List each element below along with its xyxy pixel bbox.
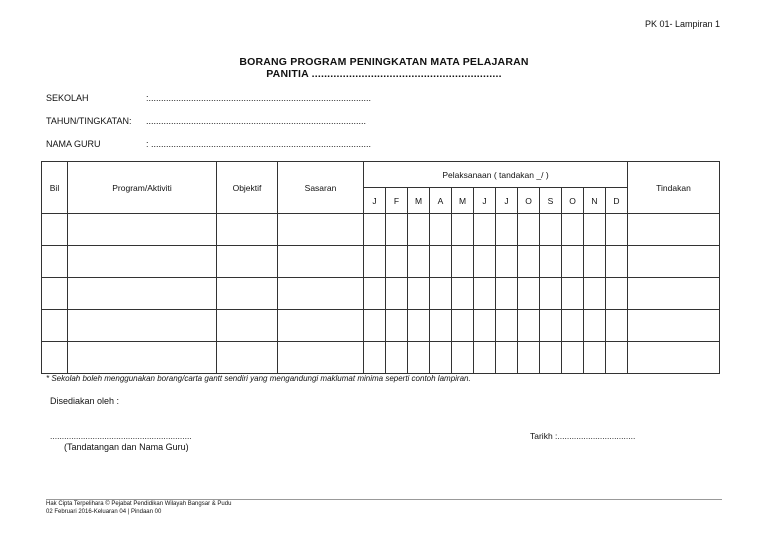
table-cell[interactable] <box>386 214 408 246</box>
table-cell[interactable] <box>606 214 628 246</box>
table-cell[interactable] <box>518 246 540 278</box>
table-cell[interactable] <box>518 278 540 310</box>
table-cell[interactable] <box>386 342 408 374</box>
table-cell[interactable] <box>42 246 68 278</box>
month-header: M <box>408 188 430 214</box>
table-cell[interactable] <box>540 278 562 310</box>
month-header: F <box>386 188 408 214</box>
table-cell[interactable] <box>386 278 408 310</box>
program-table <box>41 161 720 374</box>
table-cell[interactable] <box>584 342 606 374</box>
table-cell[interactable] <box>496 278 518 310</box>
table-cell[interactable] <box>562 310 584 342</box>
form-reference: PK 01- Lampiran 1 <box>644 19 720 29</box>
table-cell[interactable] <box>452 342 474 374</box>
footer-divider <box>46 499 722 500</box>
table-cell[interactable] <box>68 278 217 310</box>
table-row <box>42 342 720 374</box>
table-cell[interactable] <box>217 310 278 342</box>
table-cell[interactable] <box>364 342 386 374</box>
table-cell[interactable] <box>364 310 386 342</box>
footer-version: 02 Februari 2016-Keluaran 04 | Pindaan 00 <box>46 509 162 515</box>
table-cell[interactable] <box>42 342 68 374</box>
footer-copyright: Hak Cipta Terpelihara © Pejabat Pendidikan Wilayah Bangsar & Pudu <box>46 501 232 507</box>
month-header: M <box>452 188 474 214</box>
table-cell[interactable] <box>217 278 278 310</box>
table-cell[interactable] <box>474 310 496 342</box>
header-program: Program/Aktiviti <box>68 162 217 214</box>
table-cell[interactable] <box>474 278 496 310</box>
table-cell[interactable] <box>364 278 386 310</box>
table-cell[interactable] <box>217 342 278 374</box>
date-field[interactable]: Tarikh :................................. <box>530 431 636 441</box>
table-row <box>42 214 720 246</box>
field-tahun-tingkatan[interactable] <box>46 116 366 126</box>
table-cell[interactable] <box>496 214 518 246</box>
table-cell[interactable] <box>68 342 217 374</box>
table-cell[interactable] <box>408 246 430 278</box>
table-cell[interactable] <box>452 214 474 246</box>
table-cell[interactable] <box>278 278 364 310</box>
table-cell[interactable] <box>518 214 540 246</box>
table-cell[interactable] <box>430 214 452 246</box>
table-cell[interactable] <box>584 278 606 310</box>
month-header: N <box>584 188 606 214</box>
table-cell[interactable] <box>584 214 606 246</box>
month-header: J <box>474 188 496 214</box>
table-cell[interactable] <box>474 342 496 374</box>
month-header: J <box>496 188 518 214</box>
table-cell[interactable] <box>562 214 584 246</box>
form-title: BORANG PROGRAM PENINGKATAN MATA PELAJARAN <box>239 56 529 68</box>
table-cell[interactable] <box>540 246 562 278</box>
table-cell[interactable] <box>518 310 540 342</box>
table-cell[interactable] <box>452 278 474 310</box>
field-label: TAHUN/TINGKATAN: <box>46 116 132 126</box>
table-cell[interactable] <box>430 310 452 342</box>
table-cell[interactable] <box>606 246 628 278</box>
table-cell[interactable] <box>278 246 364 278</box>
header-objektif: Objektif <box>217 162 278 214</box>
table-cell[interactable] <box>518 342 540 374</box>
field-value: : ........................................................................................ <box>146 139 372 149</box>
month-header: O <box>562 188 584 214</box>
table-cell[interactable] <box>278 214 364 246</box>
table-cell[interactable] <box>42 214 68 246</box>
table-cell[interactable] <box>606 342 628 374</box>
prepared-by-label: Disediakan oleh : <box>50 396 120 406</box>
table-row <box>42 278 720 310</box>
header-bil: Bil <box>42 162 68 214</box>
field-value: ........................................................................................ <box>146 116 367 126</box>
form-subtitle-panitia: PANITIA ............................................................. <box>266 68 502 80</box>
table-cell[interactable] <box>562 246 584 278</box>
table-cell[interactable] <box>68 214 217 246</box>
footnote: * Sekolah boleh menggunakan borang/carta gantt sendiri yang mengandungi maklumat minima seperti contoh lampiran. <box>46 374 471 383</box>
field-label: SEKOLAH <box>46 93 89 103</box>
month-header: O <box>518 188 540 214</box>
table-cell[interactable] <box>540 214 562 246</box>
table-cell[interactable] <box>452 246 474 278</box>
table-cell[interactable] <box>474 246 496 278</box>
signature-line[interactable]: ............................................................ <box>50 431 192 441</box>
table-cell[interactable] <box>562 342 584 374</box>
field-sekolah[interactable] <box>46 93 371 103</box>
table-cell[interactable] <box>42 278 68 310</box>
table-cell[interactable] <box>408 342 430 374</box>
table-cell[interactable] <box>628 278 720 310</box>
table-cell[interactable] <box>430 278 452 310</box>
table-cell[interactable] <box>540 310 562 342</box>
table-cell[interactable] <box>217 214 278 246</box>
table-cell[interactable] <box>364 246 386 278</box>
table-cell[interactable] <box>430 246 452 278</box>
table-cell[interactable] <box>68 246 217 278</box>
table-cell[interactable] <box>584 246 606 278</box>
table-cell[interactable] <box>408 310 430 342</box>
table-cell[interactable] <box>606 278 628 310</box>
table-cell[interactable] <box>628 342 720 374</box>
table-cell[interactable] <box>278 342 364 374</box>
header-tindakan: Tindakan <box>628 162 720 214</box>
table-cell[interactable] <box>496 310 518 342</box>
table-cell[interactable] <box>278 310 364 342</box>
table-cell[interactable] <box>452 310 474 342</box>
field-nama-guru[interactable] <box>46 139 371 149</box>
table-cell[interactable] <box>386 310 408 342</box>
table-cell[interactable] <box>584 310 606 342</box>
table-cell[interactable] <box>562 278 584 310</box>
table-cell[interactable] <box>628 214 720 246</box>
table-cell[interactable] <box>430 342 452 374</box>
header-pelaksanaan: Pelaksanaan ( tandakan _/ ) <box>364 162 628 188</box>
table-cell[interactable] <box>496 342 518 374</box>
month-header: J <box>364 188 386 214</box>
table-cell[interactable] <box>68 310 217 342</box>
table-row <box>42 246 720 278</box>
table-cell[interactable] <box>364 214 386 246</box>
table-cell[interactable] <box>540 342 562 374</box>
table-cell[interactable] <box>42 310 68 342</box>
table-cell[interactable] <box>386 246 408 278</box>
table-cell[interactable] <box>217 246 278 278</box>
month-header: D <box>606 188 628 214</box>
month-header: A <box>430 188 452 214</box>
field-label: NAMA GURU <box>46 139 101 149</box>
month-header: S <box>540 188 562 214</box>
table-cell[interactable] <box>496 246 518 278</box>
table-cell[interactable] <box>474 214 496 246</box>
table-cell[interactable] <box>628 246 720 278</box>
table-cell[interactable] <box>408 278 430 310</box>
table-cell[interactable] <box>408 214 430 246</box>
signature-caption: (Tandatangan dan Nama Guru) <box>64 442 189 452</box>
table-row <box>42 310 720 342</box>
table-cell[interactable] <box>628 310 720 342</box>
table-cell[interactable] <box>606 310 628 342</box>
field-value: :......................................................................................... <box>146 93 372 103</box>
header-sasaran: Sasaran <box>278 162 364 214</box>
